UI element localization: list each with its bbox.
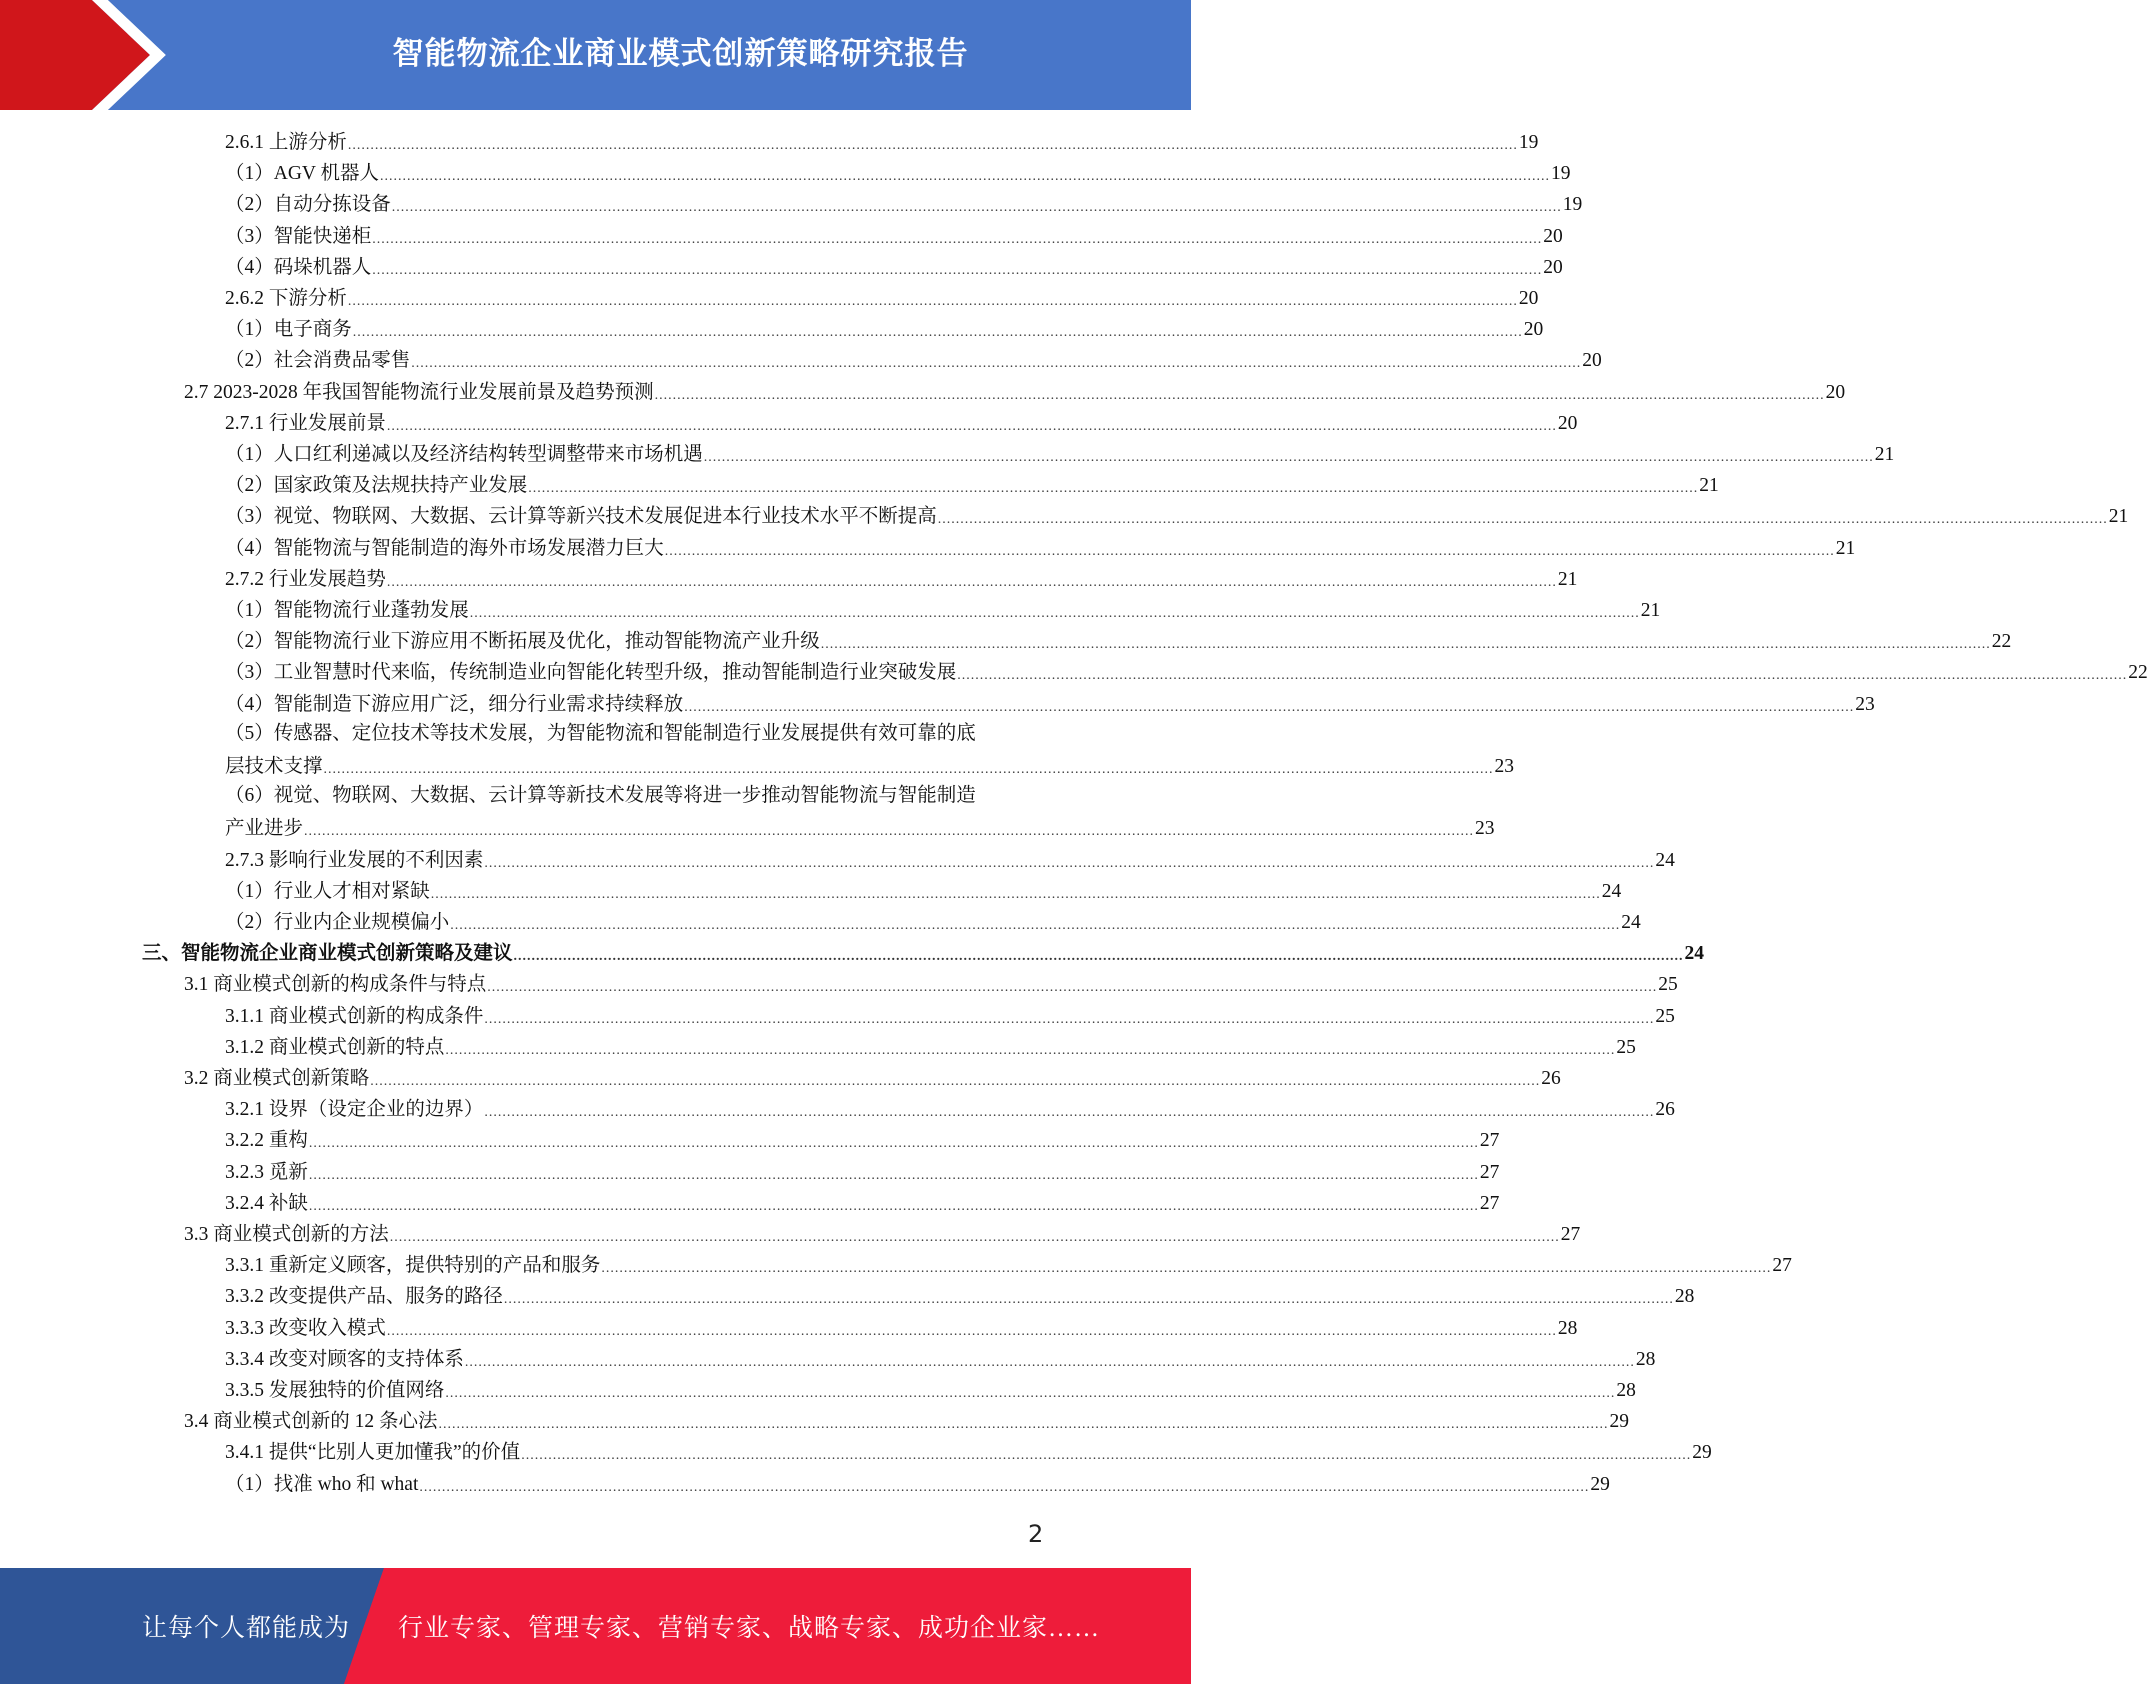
toc-leader-dots: ....................................................................................................................................................................................................................................................................: [323, 762, 1494, 777]
toc-entry[interactable]: [225, 219, 1563, 250]
toc-entry-label: 3.3.1 重新定义顾客，提供特别的产品和服务: [225, 1255, 601, 1277]
toc-entry-label: （1）电子商务: [225, 319, 352, 341]
toc-entry-label: 产业进步: [225, 818, 304, 840]
toc-entry-label: 3.3.3 改变收入模式: [225, 1317, 386, 1339]
toc-entry-label: （1）人口红利递减以及经济结构转型调整带来市场机遇: [225, 444, 703, 465]
toc-entry[interactable]: [142, 936, 1705, 967]
toc-entry-page: 25: [1616, 1036, 1636, 1058]
report-title: 智能物流企业商业模式创新策略研究报告: [392, 35, 969, 72]
toc-entry[interactable]: [225, 1311, 1578, 1342]
toc-entry[interactable]: [225, 1123, 1500, 1154]
toc-entry[interactable]: [184, 1404, 1630, 1435]
toc-entry-label: 三、智能物流企业商业模式创新策略及建议: [142, 943, 513, 965]
toc-leader-dots: ....................................................................................................................................................................................................................................................................: [464, 1354, 1635, 1370]
toc-entry-label: 3.4 商业模式创新的 12 条心法: [184, 1411, 438, 1433]
toc-entry-label: （1）找准 who 和 what: [225, 1473, 419, 1495]
toc-entry-label: 3.3.2 改变提供产品、服务的路径: [225, 1286, 503, 1308]
toc-entry-label: 2.7.3 影响行业发展的不利因素: [225, 849, 484, 871]
toc-entry[interactable]: [225, 406, 1578, 437]
toc-leader-dots: ....................................................................................................................................................................................................................................................................: [703, 450, 1874, 465]
toc-leader-dots: ....................................................................................................................................................................................................................................................................: [391, 200, 1562, 216]
toc-leader-dots: ....................................................................................................................................................................................................................................................................: [654, 387, 1825, 403]
toc-leader-dots: ....................................................................................................................................................................................................................................................................: [957, 668, 2128, 684]
toc-entry-page: 20: [1825, 381, 1846, 403]
toc-leader-dots: ....................................................................................................................................................................................................................................................................: [513, 949, 1684, 965]
toc-entry-label: 3.2 商业模式创新策略: [184, 1068, 370, 1089]
toc-entry-page: 22: [1991, 631, 2012, 653]
toc-entry[interactable]: [225, 1342, 1656, 1373]
toc-entry-page: 20: [1543, 225, 1563, 247]
toc-entry-label: （4）智能制造下游应用广泛，细分行业需求持续释放: [225, 693, 684, 715]
toc-entry-label: 3.1 商业模式创新的构成条件与特点: [184, 974, 487, 996]
toc-leader-dots: ....................................................................................................................................................................................................................................................................: [469, 606, 1640, 621]
toc-entry-page: 28: [1616, 1380, 1636, 1401]
toc-entry[interactable]: [225, 1279, 1695, 1310]
toc-entry-page: 20: [1518, 288, 1539, 309]
toc-entry[interactable]: [225, 156, 1571, 187]
toc-entry-page: 29: [1609, 1411, 1630, 1433]
toc-entry[interactable]: [225, 811, 1495, 842]
toc-leader-dots: ....................................................................................................................................................................................................................................................................: [487, 980, 1658, 996]
toc-entry-page: 27: [1479, 1130, 1500, 1152]
toc-entry[interactable]: [184, 375, 1846, 406]
toc-entry-page: 21: [1874, 444, 1895, 465]
toc-entry-page: 21: [1835, 537, 1856, 559]
toc-leader-dots: ....................................................................................................................................................................................................................................................................: [419, 1479, 1590, 1495]
toc-entry[interactable]: [225, 312, 1544, 343]
toc-leader-dots: ....................................................................................................................................................................................................................................................................: [521, 1448, 1692, 1464]
toc-entry[interactable]: [225, 655, 2148, 686]
toc-entry-label: （3）工业智慧时代来临，传统制造业向智能化转型升级，推动智能制造行业突破发展: [225, 662, 957, 684]
page-number: 2: [1028, 1520, 1044, 1548]
toc-leader-dots: ....................................................................................................................................................................................................................................................................: [308, 1167, 1479, 1183]
toc-entry-label: （2）国家政策及法规扶持产业发展: [225, 475, 528, 497]
toc-leader-dots: ....................................................................................................................................................................................................................................................................: [664, 543, 1835, 559]
footer-slogan-right: 行业专家、管理专家、营销专家、战略专家、成功企业家……: [398, 1615, 1101, 1642]
toc-entry[interactable]: [225, 1373, 1636, 1404]
toc-entry-page: 20: [1523, 319, 1544, 341]
toc-entry-label-line1: （6）视觉、物联网、大数据、云计算等新技术发展等将进一步推动智能物流与智能制造: [225, 785, 976, 807]
toc-entry-page: 25: [1655, 1005, 1675, 1027]
toc-entry[interactable]: [225, 1155, 1500, 1186]
toc-leader-dots: ....................................................................................................................................................................................................................................................................: [386, 574, 1557, 590]
toc-leader-dots: ....................................................................................................................................................................................................................................................................: [503, 1292, 1674, 1308]
toc-entry[interactable]: [225, 1435, 1712, 1466]
toc-entry-page: 27: [1772, 1255, 1792, 1277]
toc-entry[interactable]: [225, 343, 1602, 374]
toc-leader-dots: ....................................................................................................................................................................................................................................................................: [484, 855, 1655, 871]
toc-entry-label: （4）码垛机器人: [225, 256, 372, 278]
toc-entry-page: 25: [1658, 974, 1678, 996]
toc-entry-label-line1: （5）传感器、定位技术等技术发展，为智能物流和智能制造行业发展提供有效可靠的底: [225, 722, 976, 744]
toc-entry-label: 3.1.1 商业模式创新的构成条件: [225, 1005, 484, 1027]
toc-entry-page: 28: [1674, 1286, 1695, 1308]
toc-entry-page: 20: [1543, 256, 1563, 278]
toc-leader-dots: ....................................................................................................................................................................................................................................................................: [304, 824, 1475, 840]
toc-entry-label: 2.6.1 上游分析: [225, 132, 347, 153]
toc-entry-label: （4）智能物流与智能制造的海外市场发展潜力巨大: [225, 537, 664, 559]
toc-entry-label: （2）智能物流行业下游应用不断拓展及优化，推动智能物流产业升级: [225, 631, 820, 653]
toc-entry[interactable]: [184, 967, 1678, 998]
toc-entry-label: 3.2.3 觅新: [225, 1161, 308, 1183]
toc-entry-page: 21: [1640, 600, 1661, 621]
toc-leader-dots: ....................................................................................................................................................................................................................................................................: [372, 231, 1543, 247]
toc-entry[interactable]: [225, 624, 2012, 655]
toc-entry-page: 24: [1655, 849, 1675, 871]
toc-entry[interactable]: [225, 1186, 1500, 1217]
toc-entry-label: 3.4.1 提供“比别人更加懂我”的价值: [225, 1442, 521, 1464]
toc-leader-dots: ....................................................................................................................................................................................................................................................................: [430, 886, 1601, 902]
toc-entry-page: 24: [1621, 912, 1641, 933]
toc-leader-dots: ....................................................................................................................................................................................................................................................................: [389, 1230, 1560, 1245]
toc-entry[interactable]: [225, 499, 2129, 530]
toc-leader-dots: ....................................................................................................................................................................................................................................................................: [820, 637, 1991, 653]
toc-entry-page: 19: [1518, 132, 1539, 153]
page-header: [0, 0, 1191, 110]
toc-entry-page: 24: [1684, 943, 1705, 965]
toc-entry-page: 21: [1557, 568, 1578, 590]
toc-entry[interactable]: [225, 1248, 1792, 1279]
toc-entry-page: 20: [1557, 412, 1578, 434]
toc-leader-dots: ....................................................................................................................................................................................................................................................................: [352, 325, 1523, 341]
toc-entry[interactable]: [225, 187, 1583, 218]
toc-entry[interactable]: [225, 1092, 1675, 1123]
toc-entry-page: 19: [1551, 163, 1571, 185]
footer-slogan-left: 让每个人都能成为: [142, 1615, 351, 1642]
toc-entry[interactable]: [225, 1030, 1636, 1061]
toc-entry-label: （1）AGV 机器人: [225, 163, 380, 185]
toc-entry[interactable]: [225, 468, 1719, 499]
toc-entry-page: 19: [1562, 194, 1583, 216]
toc-entry[interactable]: [225, 437, 1895, 468]
toc-entry-page: 29: [1590, 1473, 1610, 1495]
toc-entry[interactable]: [225, 874, 1622, 905]
toc-entry[interactable]: [225, 999, 1675, 1030]
toc-entry-label: 层技术支撑: [225, 756, 323, 777]
toc-leader-dots: ....................................................................................................................................................................................................................................................................: [380, 169, 1551, 185]
toc-entry[interactable]: [225, 531, 1856, 562]
toc-entry-label: （2）社会消费品零售: [225, 350, 411, 372]
toc-entry-page: 29: [1692, 1442, 1712, 1464]
toc-entry-page: 27: [1560, 1224, 1581, 1245]
toc-entry[interactable]: [225, 281, 1539, 312]
toc-entry-page: 24: [1601, 880, 1622, 902]
toc-leader-dots: ....................................................................................................................................................................................................................................................................: [386, 418, 1557, 434]
toc-entry[interactable]: [225, 749, 1515, 780]
toc-entry-label: 3.3.5 发展独特的价值网络: [225, 1380, 445, 1401]
toc-leader-dots: ....................................................................................................................................................................................................................................................................: [484, 1105, 1655, 1121]
toc-entry-page: 26: [1541, 1068, 1561, 1089]
toc-entry-label: （2）自动分拣设备: [225, 194, 391, 216]
toc-entry-page: 21: [1699, 475, 1719, 497]
toc-leader-dots: ....................................................................................................................................................................................................................................................................: [308, 1136, 1479, 1152]
toc-entry-label: 2.6.2 下游分析: [225, 288, 347, 309]
toc-entry-page: 23: [1475, 818, 1495, 840]
toc-entry-label: 3.1.2 商业模式创新的特点: [225, 1036, 445, 1058]
toc-leader-dots: ....................................................................................................................................................................................................................................................................: [372, 262, 1543, 278]
toc-entry-label: 2.7 2023-2028 年我国智能物流行业发展前景及趋势预测: [184, 381, 654, 403]
toc-entry-label: 2.7.2 行业发展趋势: [225, 568, 386, 590]
toc-entry[interactable]: [184, 1217, 1581, 1248]
toc-leader-dots: ....................................................................................................................................................................................................................................................................: [308, 1198, 1479, 1214]
toc-leader-dots: ....................................................................................................................................................................................................................................................................: [445, 1386, 1616, 1401]
toc-entry-label: （3）智能快递柜: [225, 225, 372, 247]
toc-leader-dots: ....................................................................................................................................................................................................................................................................: [484, 1011, 1655, 1027]
toc-entry-page: 22: [2128, 662, 2148, 684]
toc-entry-page: 28: [1635, 1348, 1656, 1370]
toc-entry-label: 3.2.1 设界（设定企业的边界）: [225, 1099, 484, 1121]
toc-leader-dots: ....................................................................................................................................................................................................................................................................: [937, 512, 2108, 528]
toc-leader-dots: ....................................................................................................................................................................................................................................................................: [347, 138, 1518, 153]
toc-entry[interactable]: [225, 125, 1539, 156]
toc-entry[interactable]: [225, 905, 1641, 936]
toc-entry-label: 3.2.4 补缺: [225, 1192, 308, 1214]
toc-entry-page: 27: [1479, 1192, 1500, 1214]
toc-entry[interactable]: [225, 687, 1875, 718]
toc-leader-dots: ....................................................................................................................................................................................................................................................................: [450, 918, 1621, 933]
toc-leader-dots: ....................................................................................................................................................................................................................................................................: [347, 294, 1518, 309]
toc-entry-page: 27: [1479, 1161, 1500, 1183]
toc-leader-dots: ....................................................................................................................................................................................................................................................................: [528, 481, 1699, 497]
toc-leader-dots: ....................................................................................................................................................................................................................................................................: [438, 1417, 1609, 1433]
toc-entry-page: 20: [1582, 350, 1602, 372]
toc-leader-dots: ....................................................................................................................................................................................................................................................................: [411, 356, 1582, 372]
toc-entry-page: 21: [2108, 506, 2129, 528]
toc-entry-page: 23: [1855, 693, 1875, 715]
toc-entry[interactable]: [225, 1467, 1610, 1498]
toc-entry-label: 2.7.1 行业发展前景: [225, 412, 386, 434]
toc-leader-dots: ....................................................................................................................................................................................................................................................................: [445, 1042, 1616, 1058]
toc-entry-label: （2）行业内企业规模偏小: [225, 912, 450, 933]
toc-entry-label: 3.2.2 重构: [225, 1130, 308, 1152]
toc-entry-label: （3）视觉、物联网、大数据、云计算等新兴技术发展促进本行业技术水平不断提高: [225, 506, 937, 528]
toc-leader-dots: ....................................................................................................................................................................................................................................................................: [684, 699, 1855, 715]
toc-entry[interactable]: [225, 562, 1578, 593]
toc-leader-dots: ....................................................................................................................................................................................................................................................................: [601, 1261, 1772, 1277]
toc-entry-page: 26: [1655, 1099, 1675, 1121]
toc-entry-label: 3.3 商业模式创新的方法: [184, 1224, 389, 1245]
toc-entry[interactable]: [225, 250, 1563, 281]
toc-entry[interactable]: [225, 843, 1675, 874]
toc-entry-label: （1）智能物流行业蓬勃发展: [225, 600, 469, 621]
toc-entry-page: 28: [1557, 1317, 1578, 1339]
page-footer: [0, 1568, 1191, 1684]
toc-entry-label: 3.3.4 改变对顾客的支持体系: [225, 1348, 464, 1370]
toc-leader-dots: ....................................................................................................................................................................................................................................................................: [386, 1323, 1557, 1339]
toc-entry-label: （1）行业人才相对紧缺: [225, 880, 430, 902]
toc-entry-page: 23: [1494, 756, 1515, 777]
toc-entry[interactable]: [225, 593, 1661, 624]
toc-leader-dots: ....................................................................................................................................................................................................................................................................: [370, 1074, 1541, 1089]
toc-entry[interactable]: [184, 1061, 1561, 1092]
